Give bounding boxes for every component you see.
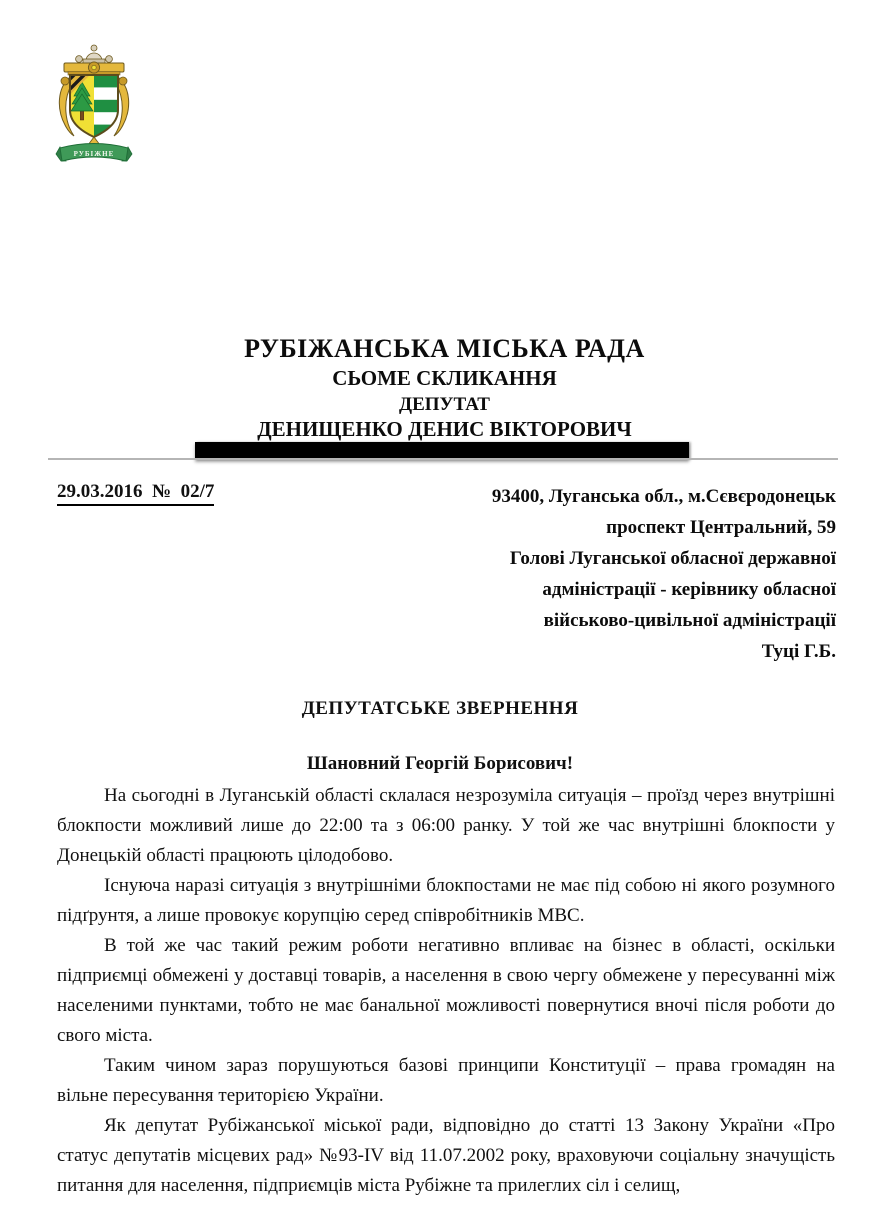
body-paragraph: Таким чином зараз порушуються базові принципи Конституції – права громадян на вільне пересування територією України. <box>57 1055 835 1106</box>
addressee-line: військово-цивільної адміністрації <box>543 610 836 631</box>
body-paragraph: Як депутат Рубіжанської міської ради, відповідно до статті 13 Закону України «Про статус депутатів місцевих рад» №93-IV від 11.07.2002 року, враховуючи соціальну значущість питання для населення, підприємців міста Рубіжне та прилеглих сіл і селищ, <box>57 1115 835 1196</box>
addressee-line: Голові Луганської обласної державної <box>509 548 836 569</box>
emblem-crown <box>76 45 113 64</box>
body-paragraph: В той же час такий режим роботи негативно впливає на бізнес в області, оскільки підприємці обмежені у доставці товарів, а населення в свою чергу обмежене у пересуванні між населеними пунктами, тобто не має банальної можливості повернутися вночі після роботи до свого міста. <box>57 935 835 1046</box>
addressee-line: 93400, Луганська обл., м.Сєвєродонецьк <box>491 486 836 507</box>
letter-body <box>57 781 835 1201</box>
letterhead <box>0 333 889 442</box>
body-paragraph: Існуюча наразі ситуація з внутрішніми блокпостами не має під собою ні якого розумного підґрунтя, а лише провокує корупцію серед співробітників МВС. <box>57 875 835 926</box>
position-title: ДЕПУТАТ <box>399 394 490 415</box>
convocation: СЬОМЕ СКЛИКАННЯ <box>332 366 557 390</box>
emblem-entablature <box>64 62 124 75</box>
org-name: РУБІЖАНСЬКА МІСЬКА РАДА <box>244 334 645 363</box>
body-paragraph: На сьогодні в Луганській області склалася незрозуміла ситуація – проїзд через внутрішні блокпости можливий лише до 22:00 та з 06:00 ранку. У той же час внутрішні блокпости у Донецькій області працюють цілодобово. <box>57 785 835 866</box>
salutation: Шановний Георгій Борисович! <box>306 753 574 774</box>
reference-date-number: 29.03.2016 № 02/7 <box>57 481 214 506</box>
addressee-line: проспект Центральний, 59 <box>606 517 836 538</box>
header-rule <box>48 458 838 460</box>
document-type-title: ДЕПУТАТСЬКЕ ЗВЕРНЕННЯ <box>301 698 579 719</box>
deputy-name: ДЕНИЩЕНКО ДЕНИС ВІКТОРОВИЧ <box>257 417 632 441</box>
addressee-line: Туці Г.Б. <box>761 641 836 662</box>
emblem-ribbon-label: РУБІЖНЕ <box>73 150 115 158</box>
emblem-ribbon <box>56 144 132 162</box>
addressee-block <box>376 481 836 667</box>
rubizhne-coat-of-arms-icon <box>55 44 133 168</box>
addressee-line: адміністрації - керівнику обласної <box>542 579 836 600</box>
